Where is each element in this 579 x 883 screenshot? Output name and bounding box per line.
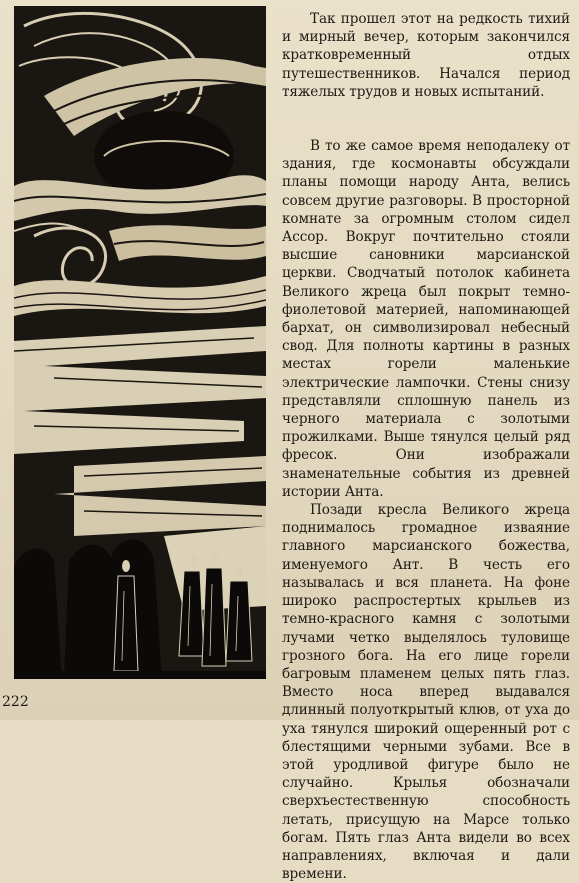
page-number: 222: [2, 694, 29, 710]
paragraph-3: Позади кресла Великого жреца поднималось громадное изваяние главного марсианского божества, именуемого Ант. В честь его называлась и вся планета. На фоне широко распростертых крыльев из темно-красного камня с золотыми лучами четко выделялось туловище грозного бога. На его лице горели багровым пламенем целых пять глаз. Вместо носа вперед выдавался длинный полуоткрытый клюв, от уха до уха тянулся широкий ощеренный рот с блестящими черными зубами. Все в этой уродливой фигуре было не случайно. Крылья обозначали сверхъестественную способность летать, присущую на Марсе только богам. Пять глаз Анта видели во всех направлениях, включая и дали времени.: [282, 502, 570, 883]
main-text-column: [282, 10, 570, 883]
paragraph-1: Так прошел этот на редкость тихий и мирный вечер, которым закончился кратковременный отдых путешественников. Начался период тяжелых трудов и новых испытаний.: [282, 11, 570, 100]
section-break: [282, 101, 570, 137]
paragraph-2: В то же самое время неподалеку от здания, где космонавты обсуждали планы помощи народу Анта, велись совсем другие разговоры. В просторной комнате за огромным столом сидел Ассор. Вокруг почтительно стояли высшие сановники марсианской церкви. Сводчатый потолок кабинета Великого жреца был покрыт темно-фиолетовой материей, напоминающей бархат, он символизировал небесный свод. Для полноты картины в разных местах горели маленькие электрические лампочки. Стены снизу представляли сплошную панель из черного материала с золотыми прожилками. Выше тянулся целый ряд фресок. Они изображали знаменательные события из древней истории Анта.: [282, 138, 570, 500]
woodcut-illustration: [14, 6, 266, 679]
